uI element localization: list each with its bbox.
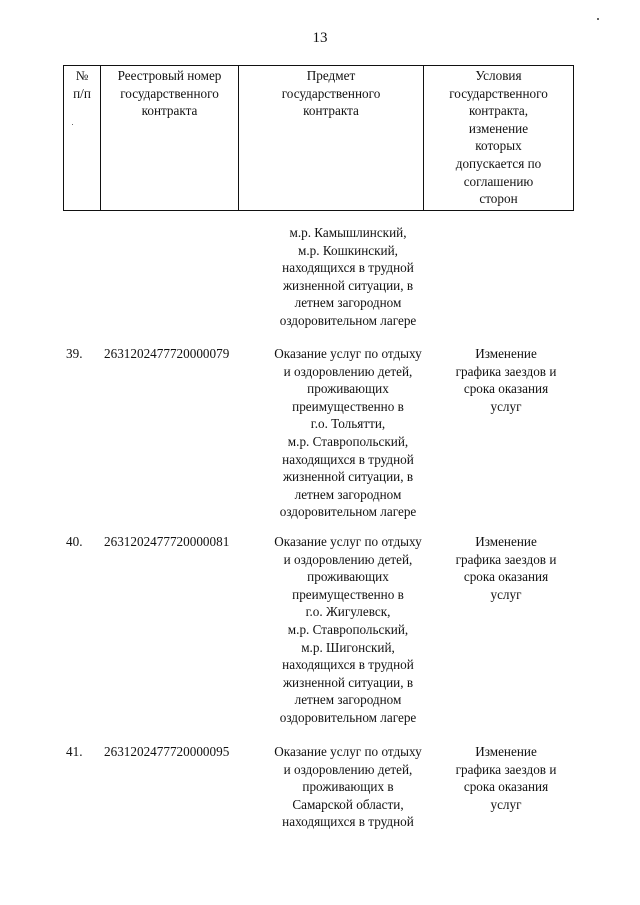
text-line: оздоровительном лагере <box>279 504 417 520</box>
text-line: жизненной ситуации, в <box>282 277 414 293</box>
contract-conditions <box>442 743 570 813</box>
text-line: графика заездов и <box>455 761 557 777</box>
text-line: допускается по <box>455 155 542 171</box>
text-line: находящихся в трудной <box>282 657 414 673</box>
text-line: находящихся в трудной <box>282 814 414 830</box>
text-line: м.р. Кошкинский, <box>298 242 398 258</box>
text-line: контракта <box>303 103 359 119</box>
text-line: летнем загородном <box>294 486 402 502</box>
text-line: услуг <box>490 796 522 812</box>
text-line: п/п <box>73 85 91 101</box>
text-line: изменение <box>468 120 529 136</box>
text-line: срока оказания <box>463 381 549 397</box>
text-line: оздоровительном лагере <box>279 709 417 725</box>
text-line: м.р. Ставропольский, <box>287 433 409 449</box>
text-line: срока оказания <box>463 779 549 795</box>
text-line: г.о. Тольятти, <box>310 416 386 432</box>
scan-speck <box>597 18 599 20</box>
text-line: жизненной ситуации, в <box>282 674 414 690</box>
text-line: Изменение <box>475 744 537 759</box>
contract-conditions <box>442 533 570 603</box>
text-line: преимущественно в <box>292 398 404 414</box>
page-number: 13 <box>312 30 328 46</box>
text-line: графика заездов и <box>455 551 557 567</box>
text-line: сторон <box>479 191 518 207</box>
text-line: и оздоровлению детей, <box>283 551 413 567</box>
text-line: находящихся в трудной <box>282 451 414 467</box>
text-line: жизненной ситуации, в <box>282 469 414 485</box>
text-line: г.о. Жигулевск, <box>305 604 391 620</box>
header-subject <box>239 66 424 211</box>
text-line: Самарской области, <box>292 796 404 812</box>
contract-subject <box>258 533 438 727</box>
text-line: срока оказания <box>463 569 549 585</box>
registry-number: 2631202477720000095 <box>104 744 230 759</box>
text-line: проживающих <box>307 569 389 585</box>
text-line: государственного <box>120 85 219 101</box>
text-line: Предмет <box>306 68 356 83</box>
text-line: и оздоровлению детей, <box>283 363 413 379</box>
text-line: проживающих <box>307 381 389 397</box>
registry-number: 2631202477720000079 <box>104 346 230 361</box>
text-line: контракта <box>141 103 198 119</box>
text-line: м.р. Камышлинский, <box>289 225 407 240</box>
text-line: услуг <box>490 586 522 602</box>
row-number: 41. <box>66 744 83 759</box>
text-line: находящихся в трудной <box>282 260 414 276</box>
row-number: 39. <box>66 346 83 361</box>
header-conditions <box>424 66 574 211</box>
row-number: 40. <box>66 534 83 549</box>
registry-number: 2631202477720000081 <box>104 534 230 549</box>
text-line: Изменение <box>475 346 537 361</box>
text-line: летнем загородном <box>294 692 402 708</box>
text-line: контракта, <box>468 103 529 119</box>
text-line: преимущественно в <box>292 586 404 602</box>
text-line: № <box>75 68 89 83</box>
text-line: Оказание услуг по отдыху <box>274 346 422 361</box>
header-number <box>64 66 101 211</box>
text-line: графика заездов и <box>455 363 557 379</box>
text-line: Оказание услуг по отдыху <box>274 744 422 759</box>
text-line: соглашению <box>463 173 534 189</box>
text-line: которых <box>475 138 522 154</box>
text-line: летнем загородном <box>294 295 402 311</box>
text-line: м.р. Ставропольский, <box>287 621 409 637</box>
text-line: государственного <box>281 85 381 101</box>
text-line: Условия <box>475 68 522 83</box>
text-line: оздоровительном лагере <box>279 312 417 328</box>
text-line: проживающих в <box>302 779 394 795</box>
contract-subject <box>258 345 438 521</box>
continued-subject-text <box>258 224 438 330</box>
text-line: Оказание услуг по отдыху <box>274 534 422 549</box>
text-line: Изменение <box>475 534 537 549</box>
text-line: м.р. Шигонский, <box>301 639 395 655</box>
text-line: и оздоровлению детей, <box>283 761 413 777</box>
text-line: государственного <box>449 85 548 101</box>
contract-conditions <box>442 345 570 415</box>
text-line: услуг <box>490 398 522 414</box>
contracts-table-header <box>63 65 574 211</box>
contract-subject <box>258 743 438 831</box>
header-registry-number <box>101 66 239 211</box>
text-line: Реестровый номер <box>117 68 222 83</box>
